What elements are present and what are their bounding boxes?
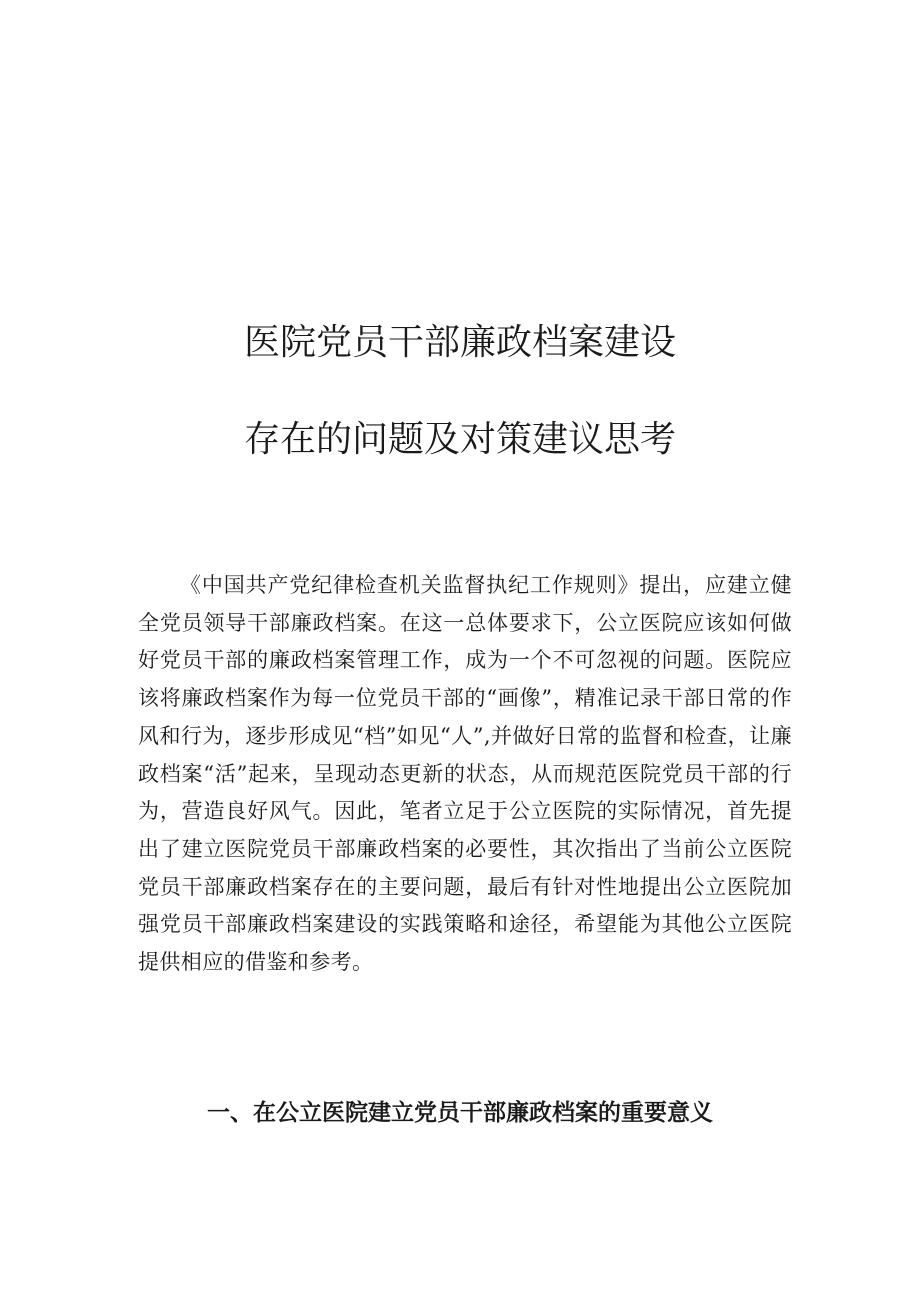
document-title-line-2: 存在的问题及对策建议思考 <box>243 419 676 460</box>
section-heading-1: 一、在公立医院建立党员干部廉政档案的重要意义 <box>207 1100 713 1126</box>
document-title-line-1: 医院党员干部廉政档案建设 <box>243 322 676 363</box>
intro-paragraph: 《中国共产党纪律检查机关监督执纪工作规则》提出，应建立健全党员领导干部廉政档案。在这一总体要求下，公立医院应该如何做好党员干部的廉政档案管理工作，成为一个不可忽视的问题。医院应该将廉政档案作为每一位党员干部的“画像”，精准记录干部日常的作风和行为，逐步形成见“档”如见“人”,并做好日常的监督和检查，让廉政档案“活”起来，呈现动态更新的状态，从而规范医院党员干部的行为，营造良好风气。因此，笔者立足于公立医院的实际情况，首先提出了建立医院党员干部廉政档案的必要性，其次指出了当前公立医院党员干部廉政档案存在的主要问题，最后有针对性地提出公立医院加强党员干部廉政档案建设的实践策略和途径，希望能为其他公立医院提供相应的借鉴和参考。 <box>138 573 792 975</box>
